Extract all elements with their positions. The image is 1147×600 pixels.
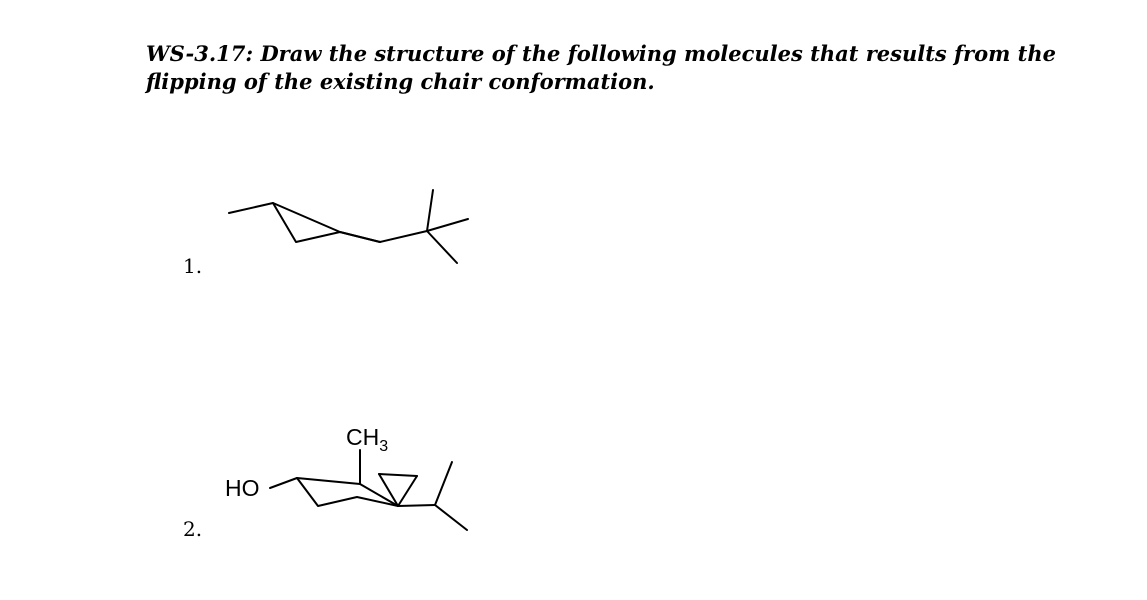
ring-back-bond (297, 478, 360, 484)
hydroxyl-label: HO (225, 475, 260, 501)
ho-bond (270, 478, 297, 488)
question-text: Draw the structure of the following molecules that results from the flipping of the existing chair conformation. (146, 41, 1056, 94)
methyl-label-main: CH (346, 424, 380, 450)
branch-up-bond (435, 462, 452, 505)
molecule-2-bonds (270, 450, 467, 530)
item-number-1: 1. (183, 254, 203, 278)
question-label: WS-3.17: (146, 41, 254, 66)
ring-right-bond (379, 474, 417, 476)
branch-link-bond (398, 505, 435, 506)
methyl-label (346, 424, 388, 455)
item-number-2: 2. (183, 517, 203, 541)
branch-down-bond (435, 505, 467, 530)
methyl-label-subscript: 3 (379, 438, 389, 455)
